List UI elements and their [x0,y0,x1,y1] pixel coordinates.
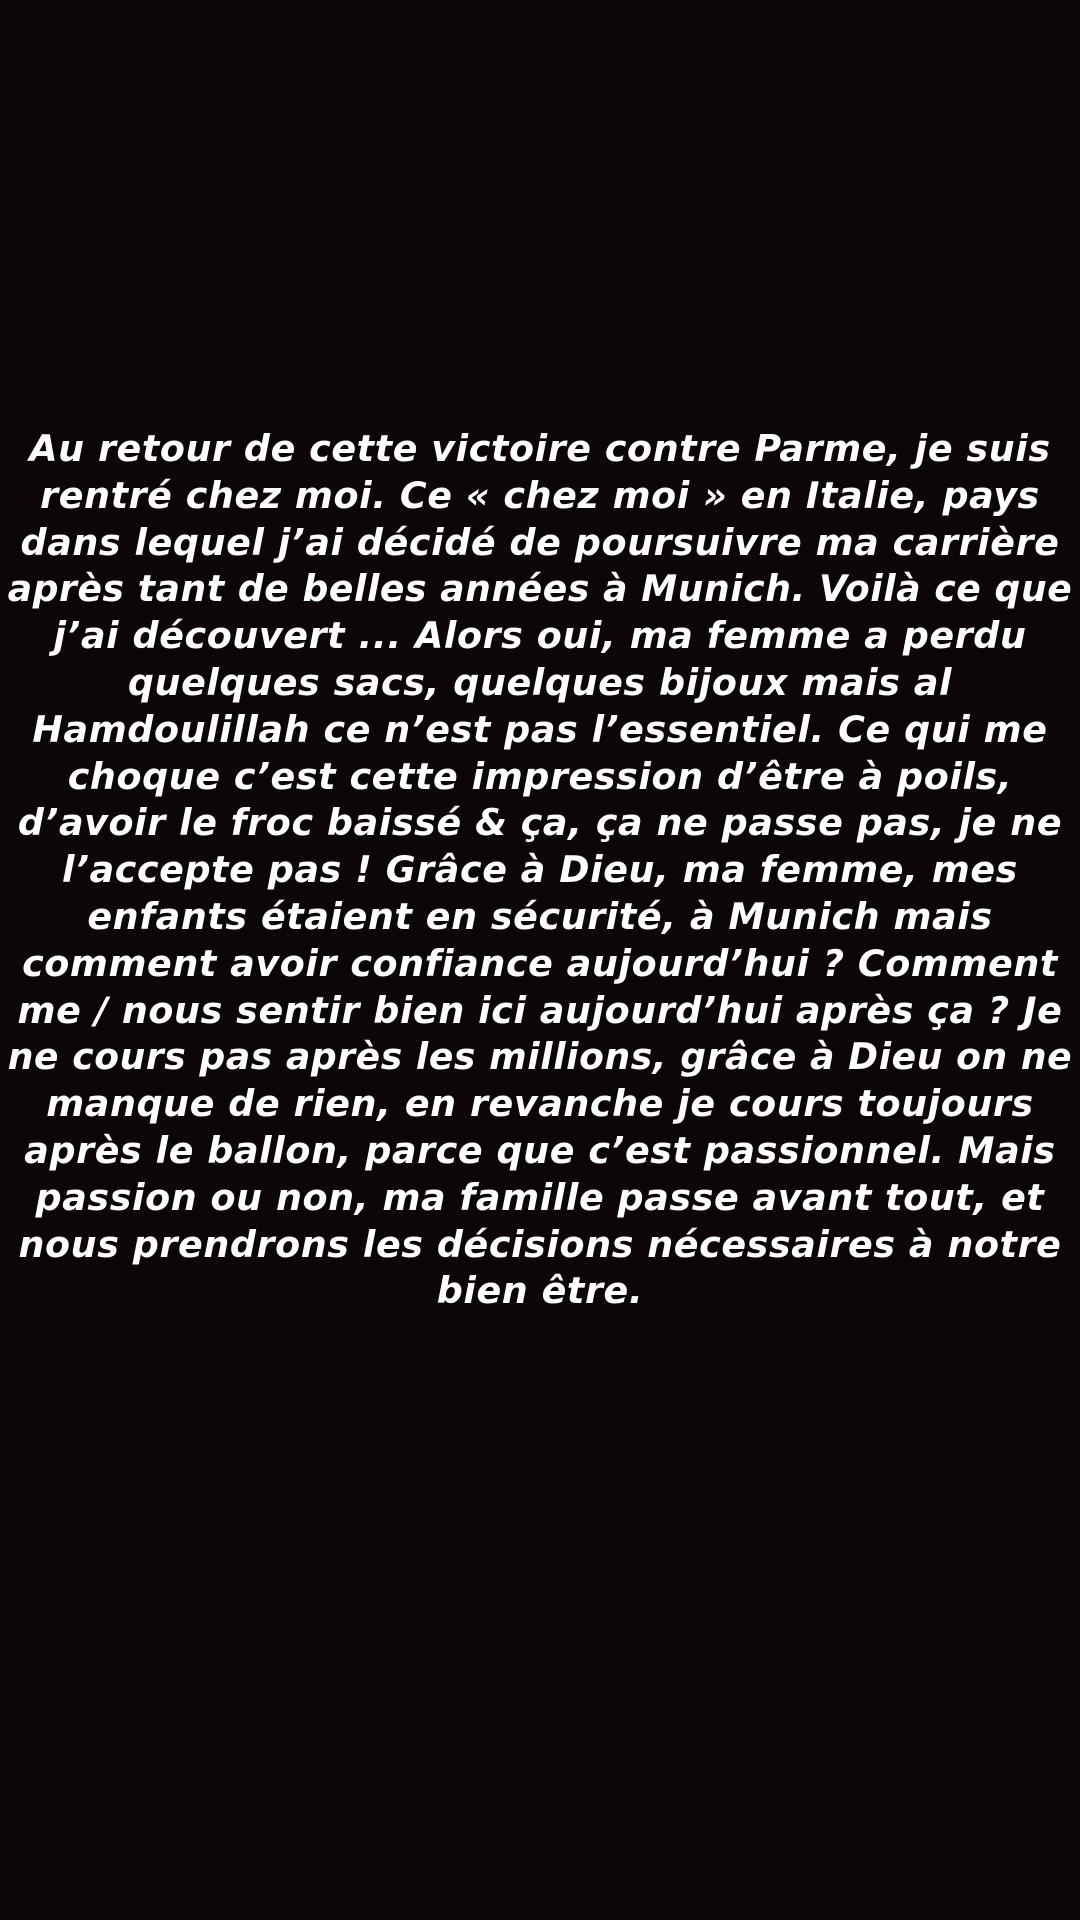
story-text-line: bien être. [436,1269,644,1313]
story-text-line: ne cours pas après les millions, grâce à Dieu on ne [7,1036,1073,1079]
story-text-line: manque de rien, en revanche je cours toujours [46,1082,1034,1126]
story-text-line: comment avoir confiance aujourd’hui ? Comment [22,941,1058,985]
story-text-line: d’avoir le froc baissé & ça, ça ne passe pas, je ne [17,801,1063,845]
story-text-line: passion ou non, ma famille passe avant tout, et [35,1175,1045,1219]
story-text-line: l’accepte pas ! Grâce à Dieu, ma femme, mes [62,848,1018,892]
story-text-line: Au retour de cette victoire contre Parme, je suis [29,427,1051,470]
story-text-line: après le ballon, parce que c’est passionnel. Mais [24,1128,1056,1172]
story-text-line: quelques sacs, quelques bijoux mais al [127,660,953,704]
story-text-line: rentré chez moi. Ce « chez moi » en Italie, pays [40,473,1040,517]
story-text-line: j’ai découvert ... Alors oui, ma femme a perdu [53,614,1027,658]
story-text-line: choque c’est cette impression d’être à poils, [67,754,1013,798]
story-text-block [0,426,1080,1315]
story-text-line: enfants étaient en sécurité, à Munich mais [87,894,993,938]
story-text-line: après tant de belles années à Munich. Voilà ce que [7,568,1073,611]
story-text-line: nous prendrons les décisions nécessaires à notre [18,1222,1062,1266]
story-text-line: Hamdoulillah ce n’est pas l’essentiel. Ce qui me [32,707,1048,751]
story-text-line: dans lequel j’ai décidé de poursuivre ma carrière [20,520,1060,564]
story-text-line: me / nous sentir bien ici aujourd’hui après ça ? Je [17,988,1063,1032]
